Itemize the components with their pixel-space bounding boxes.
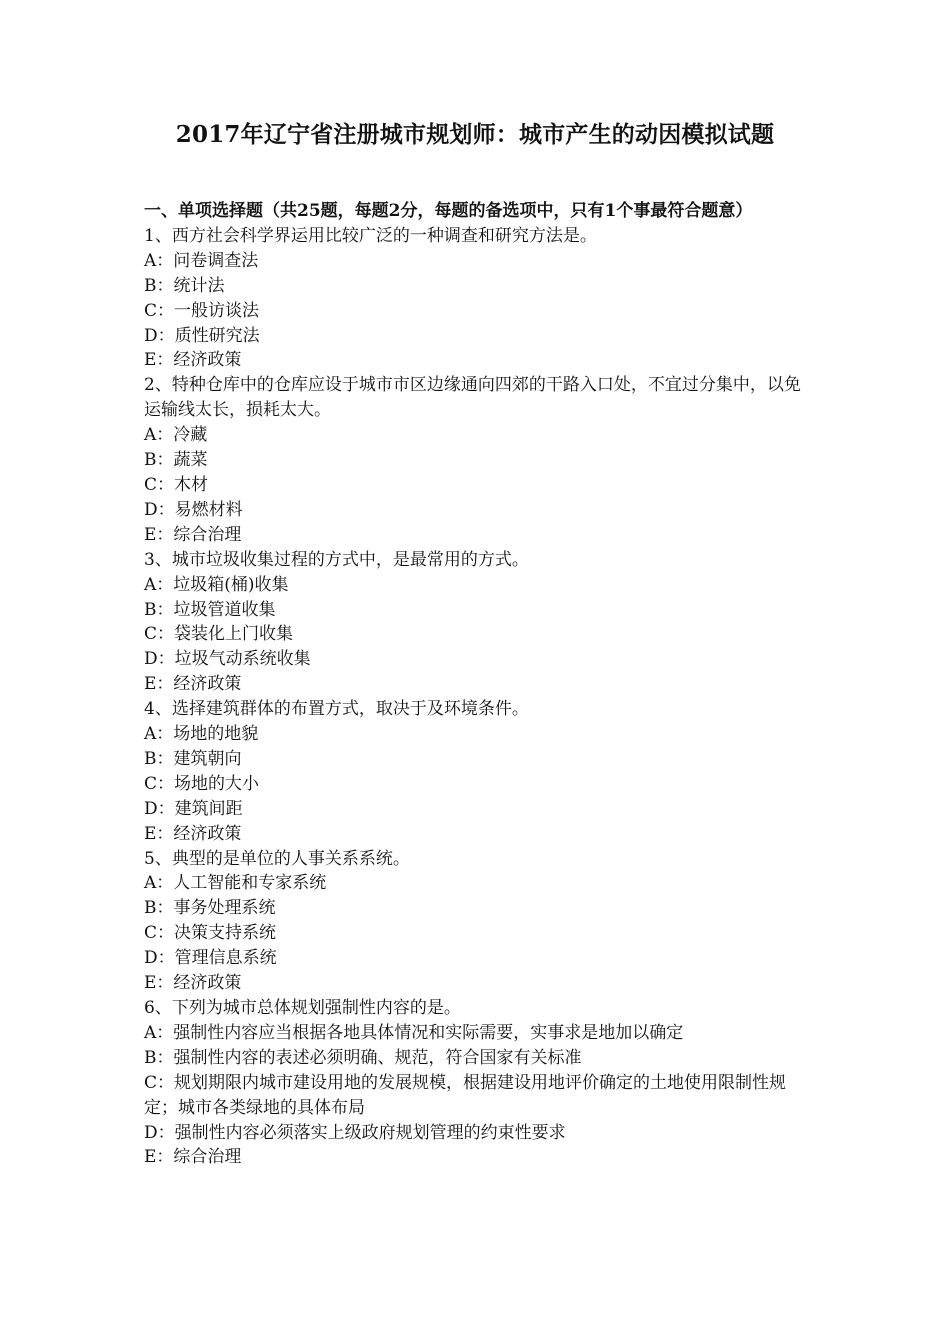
question-block	[144, 373, 812, 547]
question-stem: 1、西方社会科学界运用比较广泛的一种调查和研究方法是。	[144, 225, 597, 246]
question-block	[144, 847, 812, 996]
question-block	[144, 996, 812, 1170]
option-d: D：易燃材料	[144, 499, 243, 520]
question-stem: 5、典型的是单位的人事关系系统。	[144, 848, 410, 869]
option-b: B：蔬菜	[144, 450, 208, 471]
option-e: E：经济政策	[144, 823, 242, 844]
question-stem: 3、城市垃圾收集过程的方式中，是最常用的方式。	[144, 549, 529, 570]
option-c: C：规划期限内城市建设用地的发展规模，根据建设用地评价确定的土地使用限制性规定；城市各类绿地的具体布局	[144, 1072, 787, 1118]
option-b: B：事务处理系统	[144, 898, 276, 919]
option-c: C：袋装化上门收集	[144, 624, 294, 645]
option-a: A：冷藏	[144, 425, 208, 446]
document-title: 2017年辽宁省注册城市规划师：城市产生的动因模拟试题	[175, 121, 775, 148]
option-a: A：问卷调查法	[144, 250, 259, 271]
option-e: E：经济政策	[144, 674, 242, 695]
question-stem: 4、选择建筑群体的布置方式，取决于及环境条件。	[144, 699, 529, 720]
option-b: B：统计法	[144, 275, 225, 296]
option-c: C：木材	[144, 474, 209, 495]
question-block	[144, 548, 812, 697]
option-d: D：建筑间距	[144, 798, 243, 819]
option-d: D：质性研究法	[144, 325, 260, 346]
question-stem: 2、特种仓库中的仓库应设于城市市区边缘通向四郊的干路入口处，不宜过分集中，以免运输线太长，损耗太大。	[144, 375, 801, 421]
option-d: D：管理信息系统	[144, 948, 277, 969]
option-a: A：强制性内容应当根据各地具体情况和实际需要，实事求是地加以确定	[144, 1022, 684, 1043]
option-b: B：建筑朝向	[144, 748, 242, 769]
option-d: D：垃圾气动系统收集	[144, 649, 311, 670]
option-b: B：垃圾管道收集	[144, 599, 276, 620]
option-e: E：经济政策	[144, 350, 242, 371]
option-b: B：强制性内容的表述必须明确、规范，符合国家有关标准	[144, 1047, 582, 1068]
option-a: A：场地的地貌	[144, 724, 259, 745]
section-heading: 一、单项选择题（共25题，每题2分，每题的备选项中，只有1个事最符合题意）	[144, 201, 753, 221]
option-c: C：场地的大小	[144, 773, 260, 794]
question-block	[144, 697, 812, 846]
option-c: C：决策支持系统	[144, 923, 277, 944]
document-body	[144, 199, 812, 1170]
option-e: E：综合治理	[144, 1147, 242, 1168]
option-a: A：人工智能和专家系统	[144, 873, 327, 894]
option-c: C：一般访谈法	[144, 300, 260, 321]
option-d: D：强制性内容必须落实上级政府规划管理的约束性要求	[144, 1122, 566, 1143]
option-e: E：经济政策	[144, 973, 242, 994]
option-a: A：垃圾箱(桶)收集	[144, 574, 289, 595]
question-stem: 6、下列为城市总体规划强制性内容的是。	[144, 998, 461, 1018]
option-e: E：综合治理	[144, 524, 242, 545]
question-block	[144, 224, 812, 373]
